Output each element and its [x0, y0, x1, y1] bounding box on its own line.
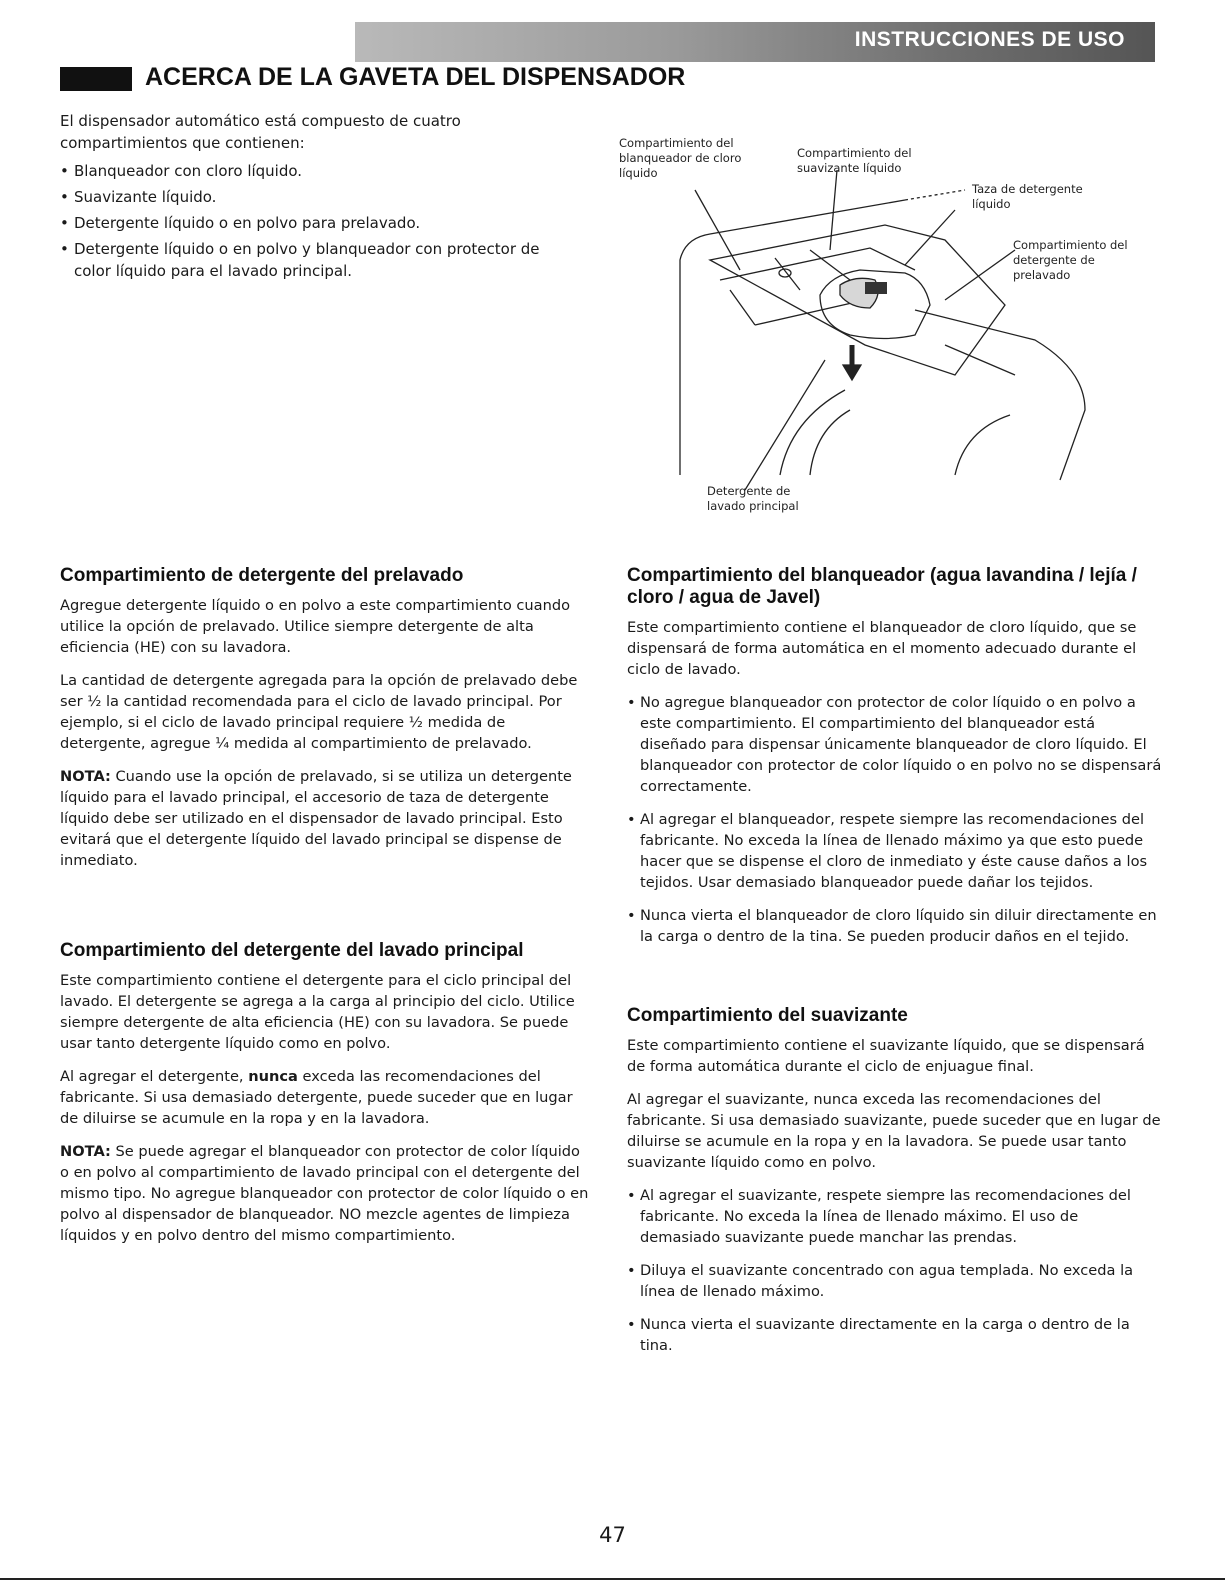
label-prewash-compartment [1013, 238, 1128, 283]
section-bleach [627, 565, 1162, 959]
label-line: detergente de [1013, 253, 1095, 267]
bleach-bullet-list [627, 692, 1162, 947]
intro-lead: El dispensador automático está compuesto de cuatro compartimientos que contienen: [60, 112, 461, 152]
washer-outline-top [905, 190, 965, 200]
section-header-band [355, 22, 1155, 62]
title-marker-block [60, 67, 132, 91]
insert-arrow-head [843, 365, 861, 380]
note-paragraph [60, 766, 590, 871]
bullet-item: • Nunca vierta el suavizante directamente en la carga o dentro de la tina. [627, 1314, 1162, 1356]
dispenser-drawing [615, 130, 1175, 530]
softener-slot [775, 250, 850, 290]
text-run: Al agregar el detergente, [60, 1068, 244, 1085]
leader-softener [830, 170, 837, 250]
label-bleach-compartment [619, 136, 741, 181]
note-text: Se puede agregar el blanqueador con protector de color líquido o en polvo al compartimiento de lavado principal con el detergente del mismo tipo. No agregue blanqueador con protector de color líquido o en polvo al dispensador de blanqueador. NO mezcle agentes de limpieza líquidos y en polvo dentro del mismo compartimiento. [60, 1143, 589, 1244]
label-line: Compartimiento del [1013, 238, 1128, 252]
dispenser-drawer-illustration [615, 130, 1175, 530]
paragraph: Al agregar el suavizante, nunca exceda las recomendaciones del fabricante. Si usa demasiado suavizante, puede suceder que en lugar de diluirse se acumule en la ropa y en la lavadora. Se puede usar tanto suavizante líquido como en polvo. [627, 1091, 1161, 1171]
section-heading: Compartimiento del detergente del lavado principal [60, 940, 524, 961]
softener-bullet-list [627, 1185, 1162, 1356]
page-number: 47 [599, 1523, 626, 1547]
label-line: blanqueador de cloro [619, 151, 742, 165]
bullet-item: • Al agregar el suavizante, respete siempre las recomendaciones del fabricante. No exceda la línea de llenado máximo. El uso de demasiado suavizante puede manchar las prendas. [627, 1185, 1162, 1248]
section-heading: Compartimiento de detergente del prelavado [60, 565, 464, 586]
intro-bullet: • Detergente líquido o en polvo y blanqueador con protector de color líquido para el lavado principal. [60, 238, 580, 282]
label-line: Taza de detergente [972, 182, 1083, 196]
paragraph [60, 1066, 590, 1129]
section-header-title: INSTRUCCIONES DE USO [854, 28, 1125, 51]
cup-badge [865, 282, 887, 294]
drum-curve-2 [810, 410, 850, 475]
intro-bullet-list [60, 160, 580, 282]
note-label: NOTA: [60, 1143, 111, 1160]
paragraph: Este compartimiento contiene el blanqueador de cloro líquido, que se dispensará de forma automática en el momento adecuado durante el ciclo de lavado. [627, 619, 1137, 678]
paragraph: Este compartimiento contiene el detergente para el ciclo principal del lavado. El detergente se agrega a la carga al principio del ciclo. Utilice siempre detergente de alta eficiencia (HE) con su lavadora. Se puede usar tanto detergente líquido como en polvo. [60, 972, 575, 1052]
note-paragraph [60, 1141, 590, 1246]
bullet-item: • No agregue blanqueador con protector de color líquido o en polvo a este compartimiento. El compartimiento del blanqueador está diseñado para dispensar únicamente blanqueador de cloro líquido. El blanqueador con protector de color líquido o en polvo no se dispensará correctamente. [627, 692, 1162, 797]
label-line: prelavado [1013, 268, 1071, 282]
bullet-item: • Diluya el suavizante concentrado con agua templada. No exceda la línea de llenado máximo. [627, 1260, 1162, 1302]
bullet-item: • Nunca vierta el blanqueador de cloro líquido sin diluir directamente en la carga o dentro de la tina. Se pueden producir daños en el tejido. [627, 905, 1162, 947]
label-line: Compartimiento del [619, 136, 734, 150]
intro-bullet: • Suavizante líquido. [60, 186, 580, 208]
text-run: exceda las recomendaciones del fabricante. Si usa demasiado detergente, puede suceder que en lugar de diluirse se acumule en la ropa y en la lavadora. [60, 1068, 573, 1127]
label-softener-compartment [797, 146, 912, 176]
housing-inner [945, 345, 1015, 375]
leader-main [745, 360, 825, 490]
leader-cup [905, 210, 955, 265]
section-heading: Compartimiento del blanqueador (agua lavandina / lejía / cloro / agua de Javel) [627, 565, 1137, 608]
paragraph: Agregue detergente líquido o en polvo a este compartimiento cuando utilice la opción de prelavado. Utilice siempre detergente de alta eficiencia (HE) con su lavadora. [60, 597, 571, 656]
section-prewash [60, 565, 590, 883]
intro-bullet: • Detergente líquido o en polvo para prelavado. [60, 212, 580, 234]
label-line: suavizante líquido [797, 161, 902, 175]
section-softener [627, 1005, 1162, 1368]
label-line: Compartimiento del [797, 146, 912, 160]
paragraph: Este compartimiento contiene el suavizante líquido, que se dispensará de forma automática durante el ciclo de enjuague final. [627, 1037, 1145, 1075]
bottom-rule [0, 1578, 1225, 1580]
label-line: líquido [619, 166, 658, 180]
label-main-wash [707, 484, 799, 514]
label-line: líquido [972, 197, 1011, 211]
drum-curve-3 [955, 415, 1010, 475]
emphasis: nunca [248, 1068, 298, 1085]
housing-right [915, 310, 1085, 480]
section-main-wash [60, 940, 590, 1258]
paragraph: La cantidad de detergente agregada para la opción de prelavado debe ser ½ la cantidad recomendada para el ciclo de lavado principal. Por ejemplo, si el ciclo de lavado principal requiere ½ medida de detergente, agregue ¼ medida al compartimiento de prelavado. [60, 672, 578, 752]
leader-prewash [945, 250, 1015, 300]
label-line: Detergente de [707, 484, 791, 498]
intro-text [60, 110, 580, 286]
label-liquid-cup [972, 182, 1083, 212]
label-line: lavado principal [707, 499, 799, 513]
bullet-item: • Al agregar el blanqueador, respete siempre las recomendaciones del fabricante. No exceda la línea de llenado máximo ya que esto puede hacer que se dispense el cloro de inmediato y éste cause daños a los tejidos. Usar demasiado blanqueador puede dañar los tejidos. [627, 809, 1162, 893]
note-text: Cuando use la opción de prelavado, si se utiliza un detergente líquido para el lavado principal, el accesorio de taza de detergente líquido debe ser utilizado en el dispensador de lavado principal. Esto evitará que el detergente líquido del lavado principal se dispense de inmediato. [60, 768, 572, 869]
section-heading: Compartimiento del suavizante [627, 1005, 908, 1026]
note-label: NOTA: [60, 768, 111, 785]
page-title: ACERCA DE LA GAVETA DEL DISPENSADOR [145, 63, 686, 91]
intro-bullet: • Blanqueador con cloro líquido. [60, 160, 580, 182]
